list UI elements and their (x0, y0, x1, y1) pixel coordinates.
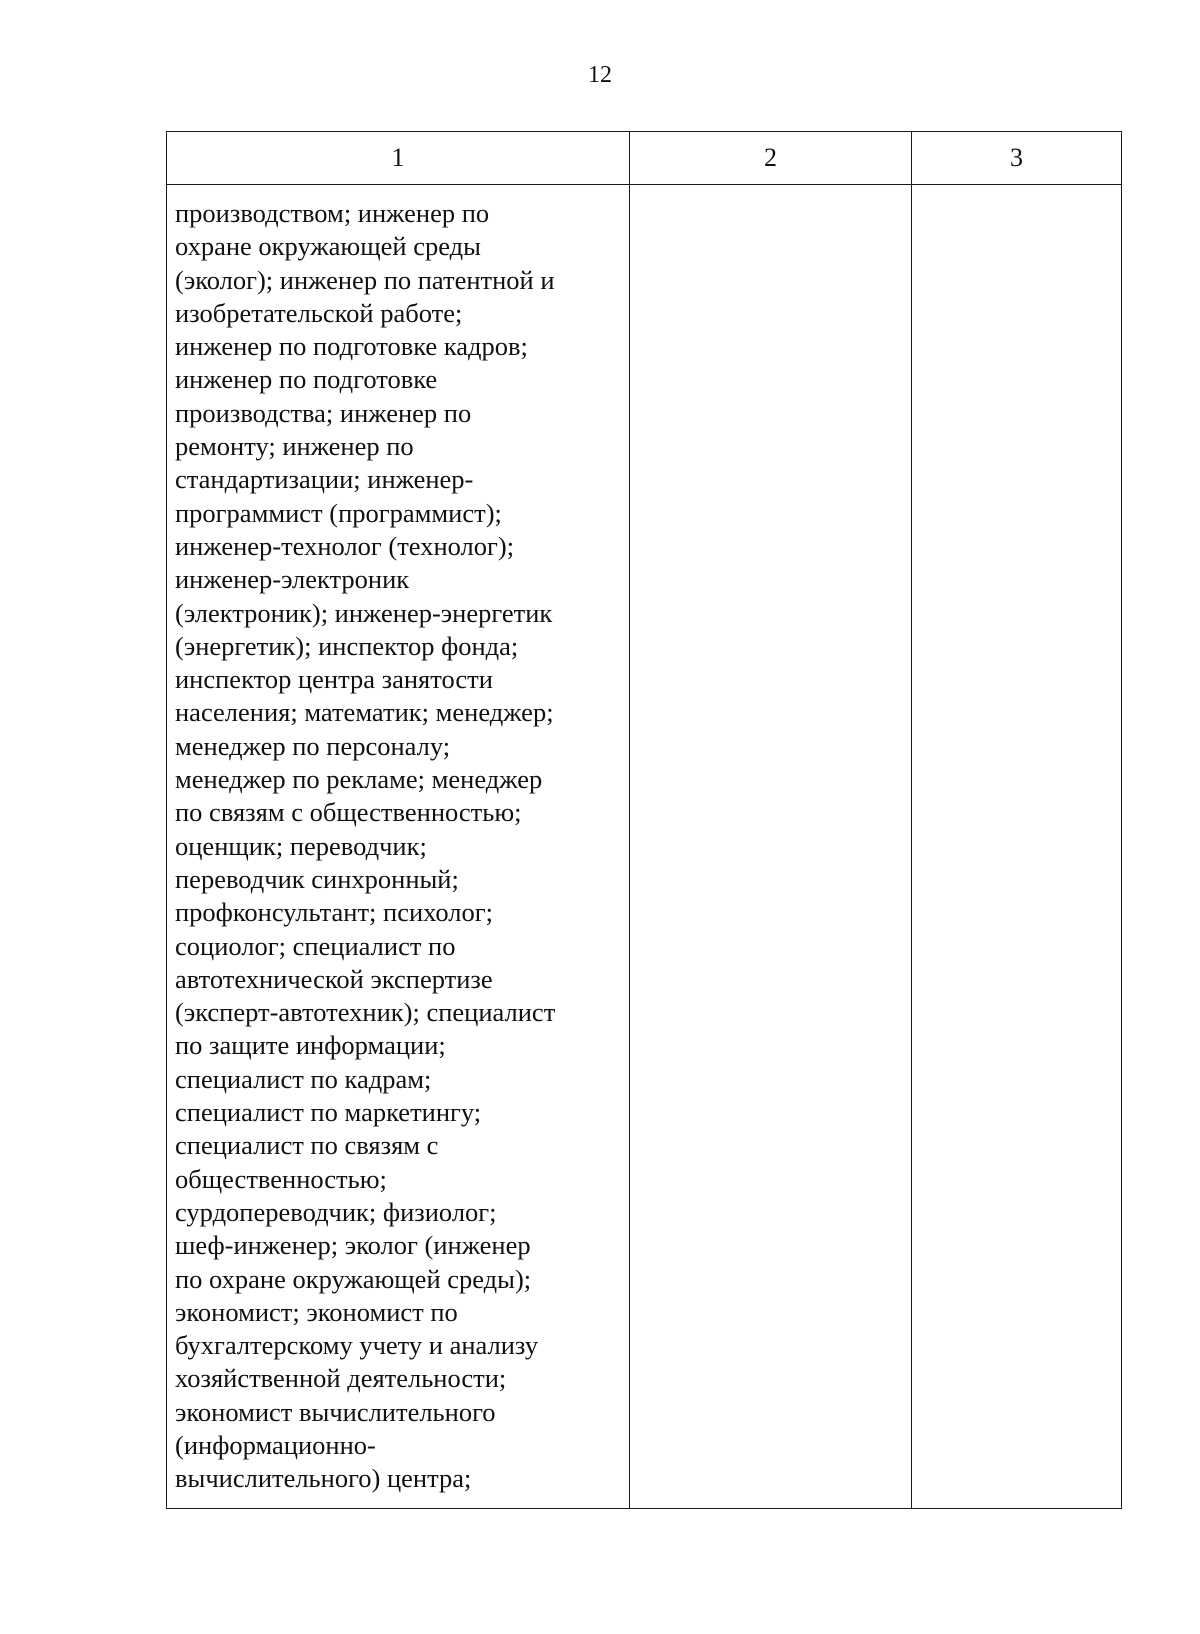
text-line: экономист вычислительного (175, 1396, 496, 1427)
text-line: (электроник); инженер-энергетик (175, 597, 553, 628)
cell-col2 (630, 185, 912, 1509)
text-line: инженер-электроник (175, 564, 410, 595)
text-line: вычислительного) центра; (175, 1463, 472, 1494)
text-line: переводчик синхронный; (175, 863, 459, 894)
text-line: хозяйственной деятельности; (175, 1363, 507, 1394)
occupation-list-text (167, 185, 629, 1496)
text-line: профконсультант; психолог; (175, 897, 493, 928)
column-header-3: 3 (912, 132, 1122, 185)
cell-col1-occupation-list (167, 185, 630, 1509)
text-line: (информационно- (175, 1429, 376, 1460)
text-line: инспектор центра занятости (175, 664, 493, 695)
text-line: (эксперт-автотехник); специалист (175, 997, 556, 1028)
text-line: экономист; экономист по (175, 1296, 458, 1327)
text-line: стандартизации; инженер- (175, 464, 474, 495)
text-line: менеджер по рекламе; менеджер (175, 764, 543, 795)
text-line: автотехнической экспертизе (175, 963, 493, 994)
column-header-1: 1 (167, 132, 630, 185)
text-line: специалист по связям с (175, 1130, 439, 1161)
text-line: специалист по кадрам; (175, 1063, 432, 1094)
table-header-row (167, 132, 1122, 185)
text-line: менеджер по персоналу; (175, 730, 451, 761)
text-line: производства; инженер по (175, 397, 472, 428)
text-line: по защите информации; (175, 1030, 446, 1061)
text-line: ремонту; инженер по (175, 431, 414, 462)
text-line: населения; математик; менеджер; (175, 697, 554, 728)
cell-col3 (912, 185, 1122, 1509)
text-line: бухгалтерскому учету и анализу (175, 1330, 539, 1361)
text-line: инженер по подготовке (175, 364, 438, 395)
text-line: программист (программист); (175, 497, 502, 528)
document-table (166, 131, 1122, 1509)
text-line: специалист по маркетингу; (175, 1097, 482, 1128)
text-line: общественностью; (175, 1163, 387, 1194)
text-line: по охране окружающей среды); (175, 1263, 532, 1294)
text-line: производством; инженер по (175, 198, 490, 228)
text-line: (эколог); инженер по патентной и (175, 264, 555, 295)
page-number: 12 (588, 62, 612, 88)
text-line: (энергетик); инспектор фонда; (175, 630, 519, 661)
text-line: инженер по подготовке кадров; (175, 331, 528, 362)
text-line: инженер-технолог (технолог); (175, 530, 515, 561)
table-row (167, 185, 1122, 1509)
text-line: изобретательской работе; (175, 297, 463, 328)
text-line: шеф-инженер; эколог (инженер (175, 1230, 531, 1261)
text-line: охране окружающей среды (175, 231, 481, 262)
column-header-2: 2 (630, 132, 912, 185)
text-line: по связям с общественностью; (175, 797, 522, 828)
text-line: сурдопереводчик; физиолог; (175, 1196, 497, 1227)
text-line: социолог; специалист по (175, 930, 456, 961)
text-line: оценщик; переводчик; (175, 830, 427, 861)
